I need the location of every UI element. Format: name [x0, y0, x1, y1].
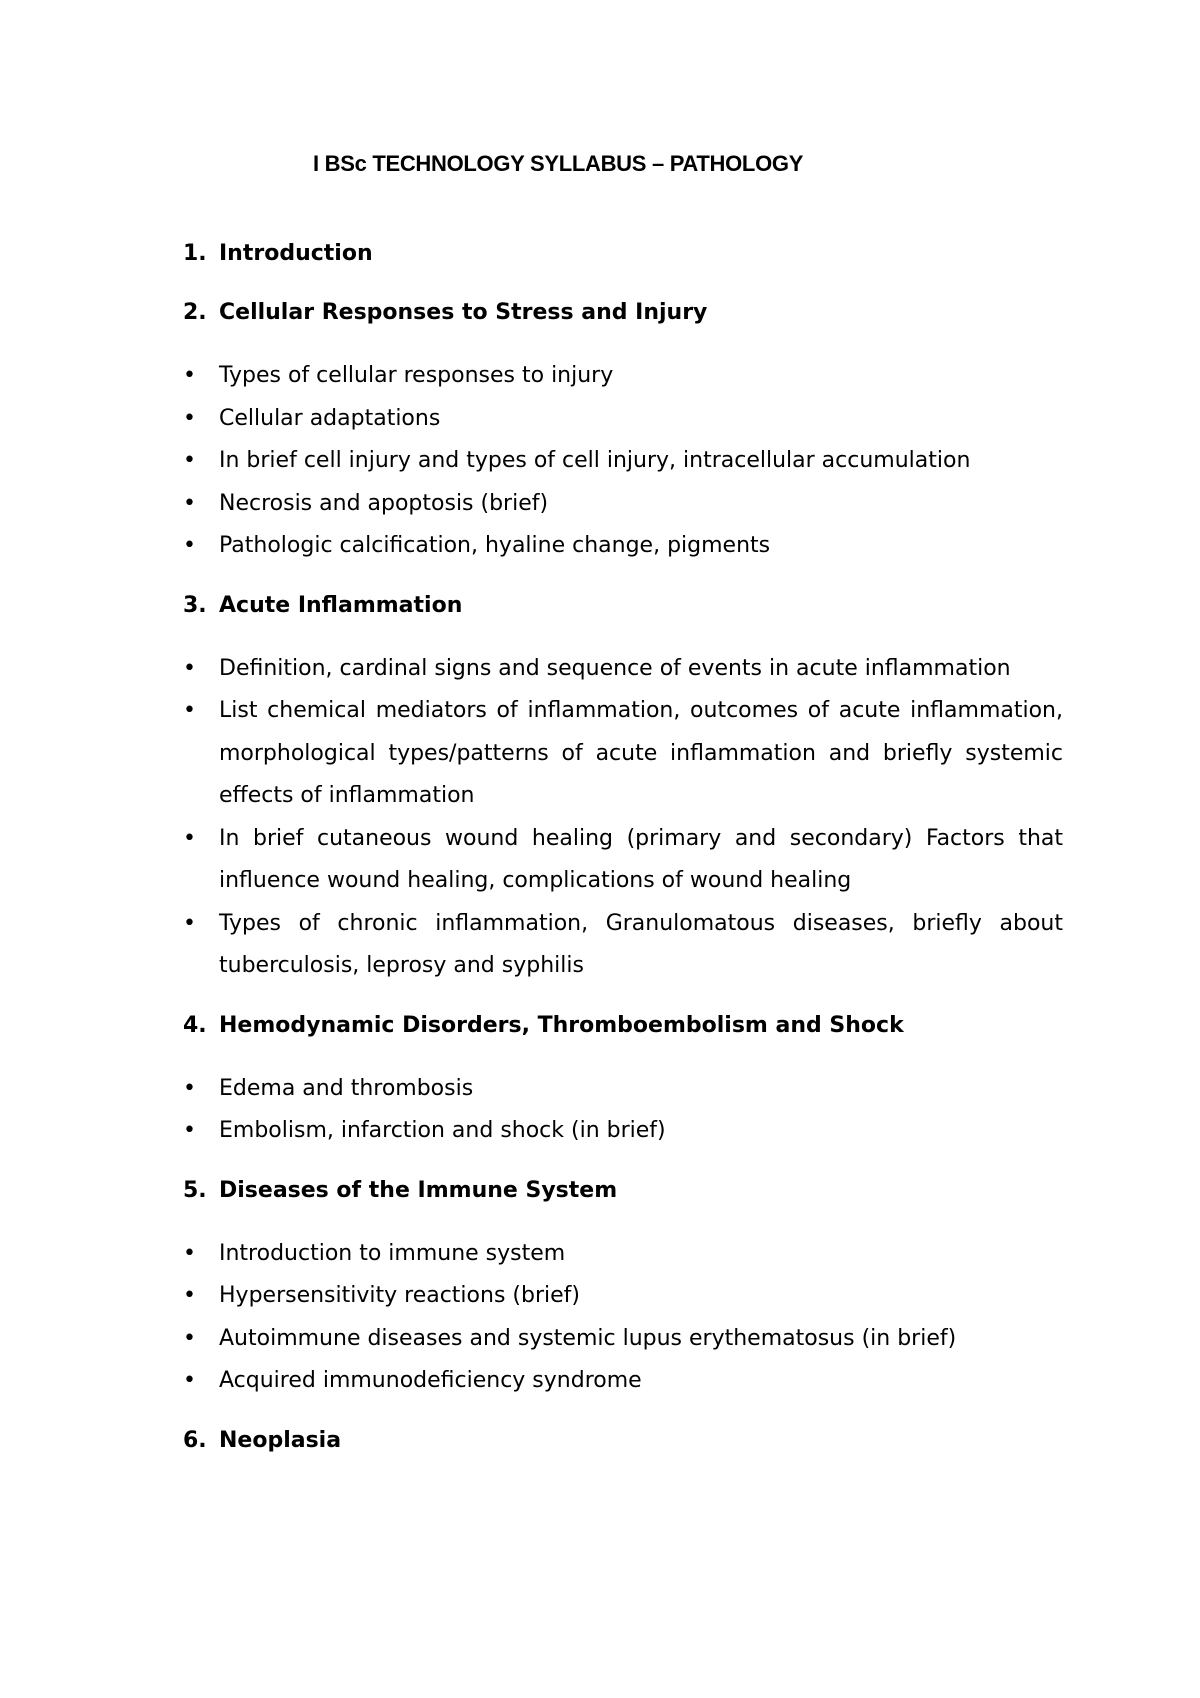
list-item	[183, 1360, 1063, 1403]
topic-list	[183, 355, 1063, 568]
list-item	[183, 1110, 1063, 1153]
bullet-icon: •	[183, 1368, 196, 1393]
list-item-text: Edema and thrombosis	[219, 1075, 474, 1101]
list-item-text: Acquired immunodeficiency syndrome	[219, 1368, 642, 1393]
list-item-text: Hypersensitivity reactions (brief)	[219, 1283, 580, 1308]
bullet-icon: •	[183, 448, 196, 473]
section-number: 5.	[183, 1177, 207, 1203]
topic-list	[183, 1068, 1063, 1153]
bullet-icon: •	[183, 405, 196, 431]
list-item	[183, 440, 1063, 483]
list-item-text: List chemical mediators of inflammation, outcomes of acute inflammation, morphological types/patterns of acute inflammation and briefly systemic effects of inflammation	[219, 698, 1063, 808]
document-title: I BSc TECHNOLOGY SYLLABUS – PATHOLOGY	[313, 151, 804, 176]
section-title: Introduction	[219, 241, 373, 266]
bullet-icon: •	[183, 1283, 196, 1308]
list-item	[183, 1275, 1063, 1318]
bullet-icon: •	[183, 533, 196, 558]
section-title: Hemodynamic Disorders, Thromboembolism and Shock	[219, 1012, 904, 1038]
section-title: Diseases of the Immune System	[219, 1177, 618, 1203]
section-number: 3.	[183, 592, 207, 618]
list-item	[183, 690, 1063, 818]
syllabus-content	[183, 240, 1063, 1455]
section-number: 6.	[183, 1427, 207, 1453]
list-item-text: Types of chronic inflammation, Granulomatous diseases, briefly about tuberculosis, leprosy and syphilis	[219, 910, 1063, 978]
list-item-text: In brief cutaneous wound healing (primary and secondary) Factors that influence wound healing, complications of wound healing	[219, 825, 1063, 893]
list-item-text: Types of cellular responses to injury	[219, 363, 614, 388]
list-item	[183, 648, 1063, 691]
list-item-text: Cellular adaptations	[219, 405, 441, 431]
list-item	[183, 903, 1063, 988]
list-item-text: Introduction to immune system	[219, 1240, 566, 1266]
bullet-icon: •	[183, 1118, 196, 1143]
section-heading	[183, 299, 1063, 327]
list-item	[183, 1233, 1063, 1276]
bullet-icon: •	[183, 1325, 196, 1351]
list-item	[183, 483, 1063, 526]
list-item	[183, 1318, 1063, 1361]
bullet-icon: •	[183, 655, 196, 681]
topic-list	[183, 1233, 1063, 1403]
list-item-text: Autoimmune diseases and systemic lupus erythematosus (in brief)	[219, 1325, 957, 1351]
list-item-text: Embolism, infarction and shock (in brief)	[219, 1118, 666, 1143]
section-heading	[183, 1012, 1063, 1040]
list-item-text: Pathologic calcification, hyaline change, pigments	[219, 533, 771, 558]
bullet-icon: •	[183, 698, 196, 723]
section-heading	[183, 1427, 1063, 1455]
bullet-icon: •	[183, 363, 196, 388]
topic-list	[183, 648, 1063, 988]
bullet-icon: •	[183, 1075, 196, 1101]
section-number: 2.	[183, 300, 207, 325]
section-number: 1.	[183, 241, 207, 266]
bullet-icon: •	[183, 910, 196, 936]
list-item-text: Definition, cardinal signs and sequence of events in acute inflammation	[219, 655, 1011, 681]
list-item-text: Necrosis and apoptosis (brief)	[219, 490, 549, 516]
section-title: Cellular Responses to Stress and Injury	[219, 300, 708, 325]
list-item	[183, 398, 1063, 441]
bullet-icon: •	[183, 825, 196, 851]
section-number: 4.	[183, 1012, 207, 1038]
list-item	[183, 1068, 1063, 1111]
list-item	[183, 818, 1063, 903]
section-heading	[183, 1177, 1063, 1205]
section-title: Acute Inflammation	[219, 592, 463, 618]
section-heading	[183, 240, 1063, 268]
list-item-text: In brief cell injury and types of cell injury, intracellular accumulation	[219, 448, 971, 473]
list-item	[183, 355, 1063, 398]
section-title: Neoplasia	[219, 1427, 342, 1453]
bullet-icon: •	[183, 490, 196, 516]
bullet-icon: •	[183, 1240, 196, 1266]
section-heading	[183, 592, 1063, 620]
list-item	[183, 525, 1063, 568]
